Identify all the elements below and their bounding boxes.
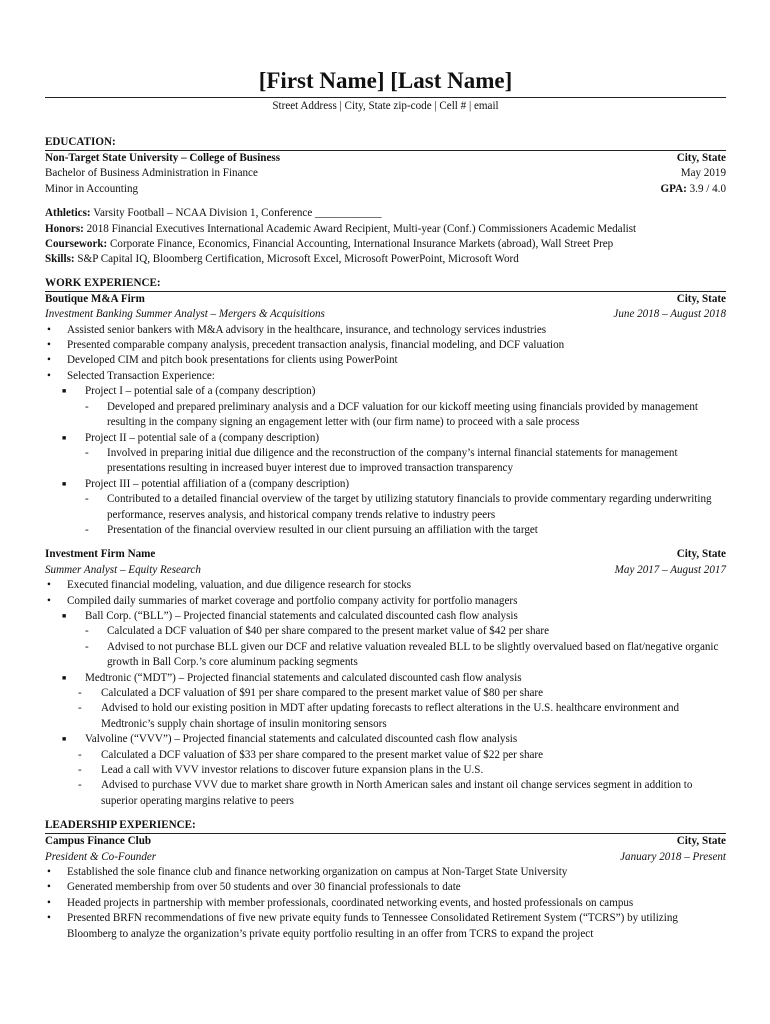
job1-header-row: [45, 292, 726, 307]
school-name: Non-Target State University – College of Business: [45, 152, 281, 164]
list-item: • Generated membership from over 50 students and over 30 financial professionals to date: [47, 881, 461, 894]
stock-bll: [45, 609, 726, 624]
list-item: - Presentation of the financial overview resulted in our client pursuing an affiliation with the target: [85, 523, 538, 536]
list-item: • Presented BRFN recommendations of five new private equity funds to Tennessee Consolidated Retirement System (“TCRS”) by utilizing Bloomberg to analyze the organization’s private equity portfolio resulting in an offer from TCRS to expand the project: [47, 912, 678, 940]
leadership-dates: January 2018 – Present: [620, 850, 726, 863]
coursework-line: [45, 237, 726, 252]
job2-role: Summer Analyst – Equity Research: [45, 563, 201, 576]
list-item: - Advised to hold our existing position in MDT after updating forecasts to reflect alterations in the U.S. healthcare environment and Medtronic’s supply chain shortage of insulin monitoring sensors: [78, 702, 680, 730]
education-heading: EDUCATION:: [45, 136, 116, 148]
job1-dates: June 2018 – August 2018: [613, 308, 726, 321]
gpa-label: GPA:: [660, 182, 687, 195]
project-item: ■ Project III – potential affiliation of a (company description): [62, 477, 350, 490]
list-item: - Advised to purchase VVV due to market share growth in North American sales and instant oil change services segment in addition to superior operating margins relative to peers: [78, 779, 693, 807]
list-item: - Involved in preparing initial due diligence and the reconstruction of the company’s internal financial statements for management presentations resulting in increased buyer interest due to improved transaction transparency: [85, 446, 678, 475]
stock-vvv-details: [45, 748, 726, 810]
project2-details: [45, 446, 726, 477]
job1-projects-3: [45, 477, 726, 492]
stock-item: ■ Medtronic (“MDT”) – Projected financial statements and calculated discounted cash flow analysis: [62, 671, 522, 684]
contact-line: Street Address | City, State zip-code | Cell # | email: [272, 100, 499, 112]
job2-company: Investment Firm Name: [45, 548, 156, 561]
job1-role: Investment Banking Summer Analyst – Mergers & Acquisitions: [45, 308, 325, 321]
gpa: [661, 182, 726, 197]
list-item: - Developed and prepared preliminary analysis and a DCF valuation for our kickoff meeting using financials provided by management resulting in the company signing an engagement letter with (our firm name) to proceed with a sale process: [85, 400, 698, 429]
leadership-heading: LEADERSHIP EXPERIENCE:: [45, 819, 196, 832]
stock-item: ■ Ball Corp. (“BLL”) – Projected financial statements and calculated discounted cash flow analysis: [62, 609, 518, 622]
degree: Bachelor of Business Administration in Finance: [45, 167, 258, 180]
list-item: - Calculated a DCF valuation of $91 per share compared to the present market value of $80 per share: [78, 687, 544, 699]
name-divider: [45, 97, 726, 98]
leadership-org: Campus Finance Club: [45, 835, 152, 848]
minor: Minor in Accounting: [45, 182, 139, 195]
honors-line: [45, 222, 726, 237]
job1-projects: [45, 384, 726, 399]
job1-location: City, State: [676, 292, 726, 305]
athletics-text: Varsity Football – NCAA Division 1, Conference ____________: [93, 207, 382, 220]
list-item: • Compiled daily summaries of market coverage and portfolio company activity for portfolio managers: [47, 594, 518, 607]
list-item: • Established the sole finance club and finance networking organization on campus at Non-Target State University: [47, 866, 568, 879]
list-item: • Selected Transaction Experience:: [47, 369, 215, 382]
stock-vvv: [45, 732, 726, 747]
leadership-bullets: [45, 865, 726, 942]
project3-details: [45, 492, 726, 538]
stock-mdt-details: [45, 686, 726, 732]
list-item: - Lead a call with VVV investor relations to discover future expansion plans in the U.S.: [78, 764, 484, 777]
resume-page: [45, 68, 726, 942]
list-item: - Contributed to a detailed financial overview of the target by utilizing statutory financials to provide commentary regarding underwriting performance, reserves analysis, and historical company trends relative to industry peers: [85, 493, 712, 521]
job2-header-row: [45, 547, 726, 562]
list-item: • Developed CIM and pitch book presentations for clients using PowerPoint: [47, 354, 398, 367]
skills-label: Skills:: [45, 253, 75, 266]
project-item: ■ Project II – potential sale of a (company description): [62, 431, 320, 444]
list-item: • Executed financial modeling, valuation, and due diligence research for stocks: [47, 579, 412, 592]
list-item: • Assisted senior bankers with M&A advisory in the healthcare, insurance, and technology services industries: [47, 323, 547, 336]
school-location: City, State: [676, 152, 726, 164]
leadership-role-row: [45, 850, 726, 865]
education-minor-row: [45, 182, 726, 197]
project1-details: [45, 400, 726, 431]
work-heading: WORK EXPERIENCE:: [45, 276, 161, 289]
education-school-row: [45, 151, 726, 166]
job2-location: City, State: [676, 548, 726, 561]
list-item: - Advised to not purchase BLL given our DCF and relative valuation revealed BLL to be slightly overvalued based on flat/negative organic growth in Ball Corp.’s core aluminum packing segments: [85, 640, 719, 669]
stock-bll-details: [45, 624, 726, 670]
job1-bullets: [45, 323, 726, 385]
job1-company: Boutique M&A Firm: [45, 292, 145, 305]
leadership-role: President & Co-Founder: [45, 850, 157, 863]
gpa-value: 3.9 / 4.0: [689, 182, 726, 195]
education-degree-row: [45, 166, 726, 181]
stock-mdt: [45, 671, 726, 686]
coursework-text: Corporate Finance, Economics, Financial Accounting, International Insurance Markets (abroad), Wall Street Prep: [110, 238, 614, 251]
athletics-label: Athletics:: [45, 207, 91, 220]
list-item: • Headed projects in partnership with member professionals, coordinated networking events, and hosted professionals on campus: [47, 896, 634, 909]
honors-text: 2018 Financial Executives International Academic Award Recipient, Multi-year (Conf.) Commissioners Academic Medalist: [86, 222, 637, 235]
job2-bullets: [45, 578, 726, 609]
coursework-label: Coursework:: [45, 238, 108, 251]
job1-role-row: [45, 307, 726, 322]
skills-line: [45, 252, 726, 267]
project-item: ■ Project I – potential sale of a (company description): [62, 385, 316, 398]
leadership-location: City, State: [676, 835, 726, 848]
candidate-name: [First Name] [Last Name]: [258, 68, 513, 93]
job2-role-row: [45, 563, 726, 578]
list-item: - Calculated a DCF valuation of $33 per share compared to the present market value of $22 per share: [78, 748, 544, 761]
list-item: • Presented comparable company analysis, precedent transaction analysis, financial modeling, and DCF valuation: [47, 339, 565, 352]
skills-text: S&P Capital IQ, Bloomberg Certification, Microsoft Excel, Microsoft PowerPoint, Microsoft Word: [77, 253, 519, 266]
honors-label: Honors:: [45, 222, 84, 235]
stock-item: ■ Valvoline (“VVV”) – Projected financial statements and calculated discounted cash flow analysis: [62, 733, 518, 746]
job1-projects-2: [45, 431, 726, 446]
athletics-line: [45, 206, 726, 221]
leadership-header-row: [45, 834, 726, 849]
graduation-date: May 2019: [680, 167, 726, 180]
list-item: - Calculated a DCF valuation of $40 per share compared to the present market value of $42 per share: [85, 625, 550, 638]
job2-dates: May 2017 – August 2017: [614, 563, 726, 576]
